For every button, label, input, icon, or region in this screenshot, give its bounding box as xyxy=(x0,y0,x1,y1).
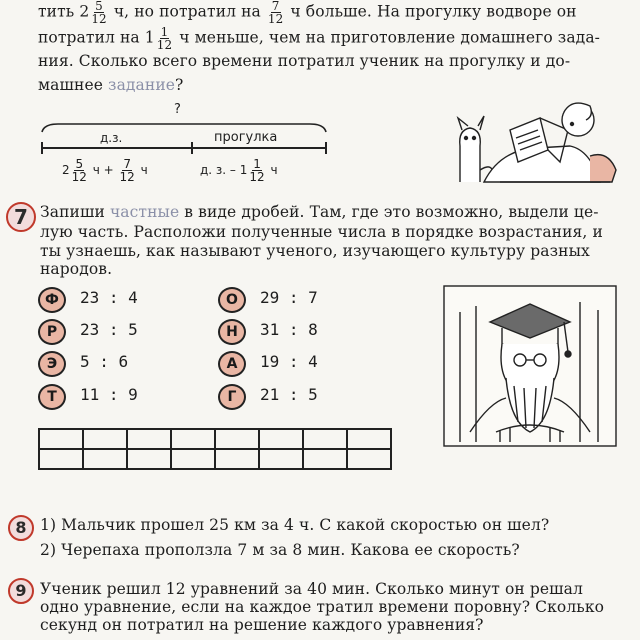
answer-cell[interactable] xyxy=(127,449,171,469)
division-expression: 31 : 8 xyxy=(260,320,318,339)
division-expression: 23 : 5 xyxy=(80,320,138,339)
answer-cell[interactable] xyxy=(171,449,215,469)
answer-cell[interactable] xyxy=(171,429,215,449)
problem6-line2: потратил на 1 $\frac{1}{12}$ ч меньше, чем на приготовление домашнего зада- xyxy=(38,25,601,52)
problem8-question2: 2) Черепаха проползла 7 м за 8 мин. Какова ее скорость? xyxy=(40,541,520,559)
letter-badge-f: Ф xyxy=(38,287,66,313)
letter-badge-e: Э xyxy=(38,351,66,377)
diagram-seg1-label: д.з. xyxy=(100,131,123,145)
problem8-question1: 1) Мальчик прошел 25 км за 4 ч. С какой скоростью он шел? xyxy=(40,516,550,534)
problem7-number-badge: 7 xyxy=(6,202,36,232)
answer-cell[interactable] xyxy=(83,449,127,469)
division-expression: 19 : 4 xyxy=(260,352,318,371)
answer-grid-row xyxy=(39,429,391,449)
diagram-brace xyxy=(34,116,334,156)
answer-cell[interactable] xyxy=(215,449,259,469)
answer-cell[interactable] xyxy=(215,429,259,449)
answer-cell[interactable] xyxy=(259,429,303,449)
problem7-line4: народов. xyxy=(40,260,113,278)
answer-cell[interactable] xyxy=(347,429,391,449)
division-expression: 5 : 6 xyxy=(80,352,129,371)
answer-cell[interactable] xyxy=(83,429,127,449)
problem7-line1: Запиши частные в виде дробей. Там, где это возможно, выдели це- xyxy=(40,203,599,221)
problem9-number-badge: 9 xyxy=(8,578,34,604)
scholar-illustration xyxy=(440,282,620,450)
problem8-number-badge: 8 xyxy=(8,515,34,541)
letter-badge-g: Г xyxy=(218,384,246,410)
letter-badge-r: Р xyxy=(38,319,66,345)
diagram-seg2-label: прогулка xyxy=(214,130,278,145)
letter-badge-a: А xyxy=(218,351,246,377)
diagram-seg1-expr: 2 $\frac{5}{12}$ ч + $\frac{7}{12}$ ч xyxy=(62,157,148,184)
fraction: $\frac{1}{12}$ xyxy=(249,157,265,184)
segment-diagram xyxy=(34,100,334,190)
answer-grid xyxy=(38,428,392,470)
fraction: $\frac{5}{12}$ xyxy=(71,157,87,184)
answer-cell[interactable] xyxy=(303,449,347,469)
problem9-line2: одно уравнение, если на каждое тратил времени поровну? Сколько xyxy=(40,598,605,616)
problem7-line2: лую часть. Расположи полученные числа в порядке возрастания, и xyxy=(40,223,603,241)
answer-cell[interactable] xyxy=(39,429,83,449)
answer-cell[interactable] xyxy=(303,429,347,449)
answer-cell[interactable] xyxy=(347,449,391,469)
letter-badge-o: О xyxy=(218,287,246,313)
diagram-question: ? xyxy=(174,102,181,117)
answer-grid-row xyxy=(39,449,391,469)
answer-cell[interactable] xyxy=(127,429,171,449)
fraction: $\frac{5}{12}$ xyxy=(91,0,107,26)
division-expression: 23 : 4 xyxy=(80,288,138,307)
letter-badge-n: Н xyxy=(218,319,246,345)
problem9-line1: Ученик решил 12 уравнений за 40 мин. Сколько минут он решал xyxy=(40,580,583,598)
problem6-line1: тить 2 $\frac{5}{12}$ ч, но потратил на $\frac{7}{12}$ ч больше. На прогулку водворе он xyxy=(38,0,577,26)
problem6-line3: ния. Сколько всего времени потратил ученик на прогулку и до- xyxy=(38,52,571,70)
division-expression: 21 : 5 xyxy=(260,385,318,404)
fraction: $\frac{7}{12}$ xyxy=(267,0,284,26)
problem9-line3: секунд он потратил на решение каждого уравнения? xyxy=(40,616,484,634)
diagram-seg2-expr: д. з. – 1 $\frac{1}{12}$ ч xyxy=(200,157,278,184)
answer-cell[interactable] xyxy=(259,449,303,469)
problem7-line3: ты узнаешь, как называют ученого, изучающего культуру разных xyxy=(40,242,590,260)
fraction: $\frac{1}{12}$ xyxy=(156,25,173,52)
fraction: $\frac{7}{12}$ xyxy=(119,157,135,184)
division-expression: 29 : 7 xyxy=(260,288,318,307)
reading-student-illustration xyxy=(440,90,625,190)
answer-cell[interactable] xyxy=(39,449,83,469)
letter-badge-t: Т xyxy=(38,384,66,410)
problem6-line4: машнее задание? xyxy=(38,76,184,94)
division-expression: 11 : 9 xyxy=(80,385,138,404)
